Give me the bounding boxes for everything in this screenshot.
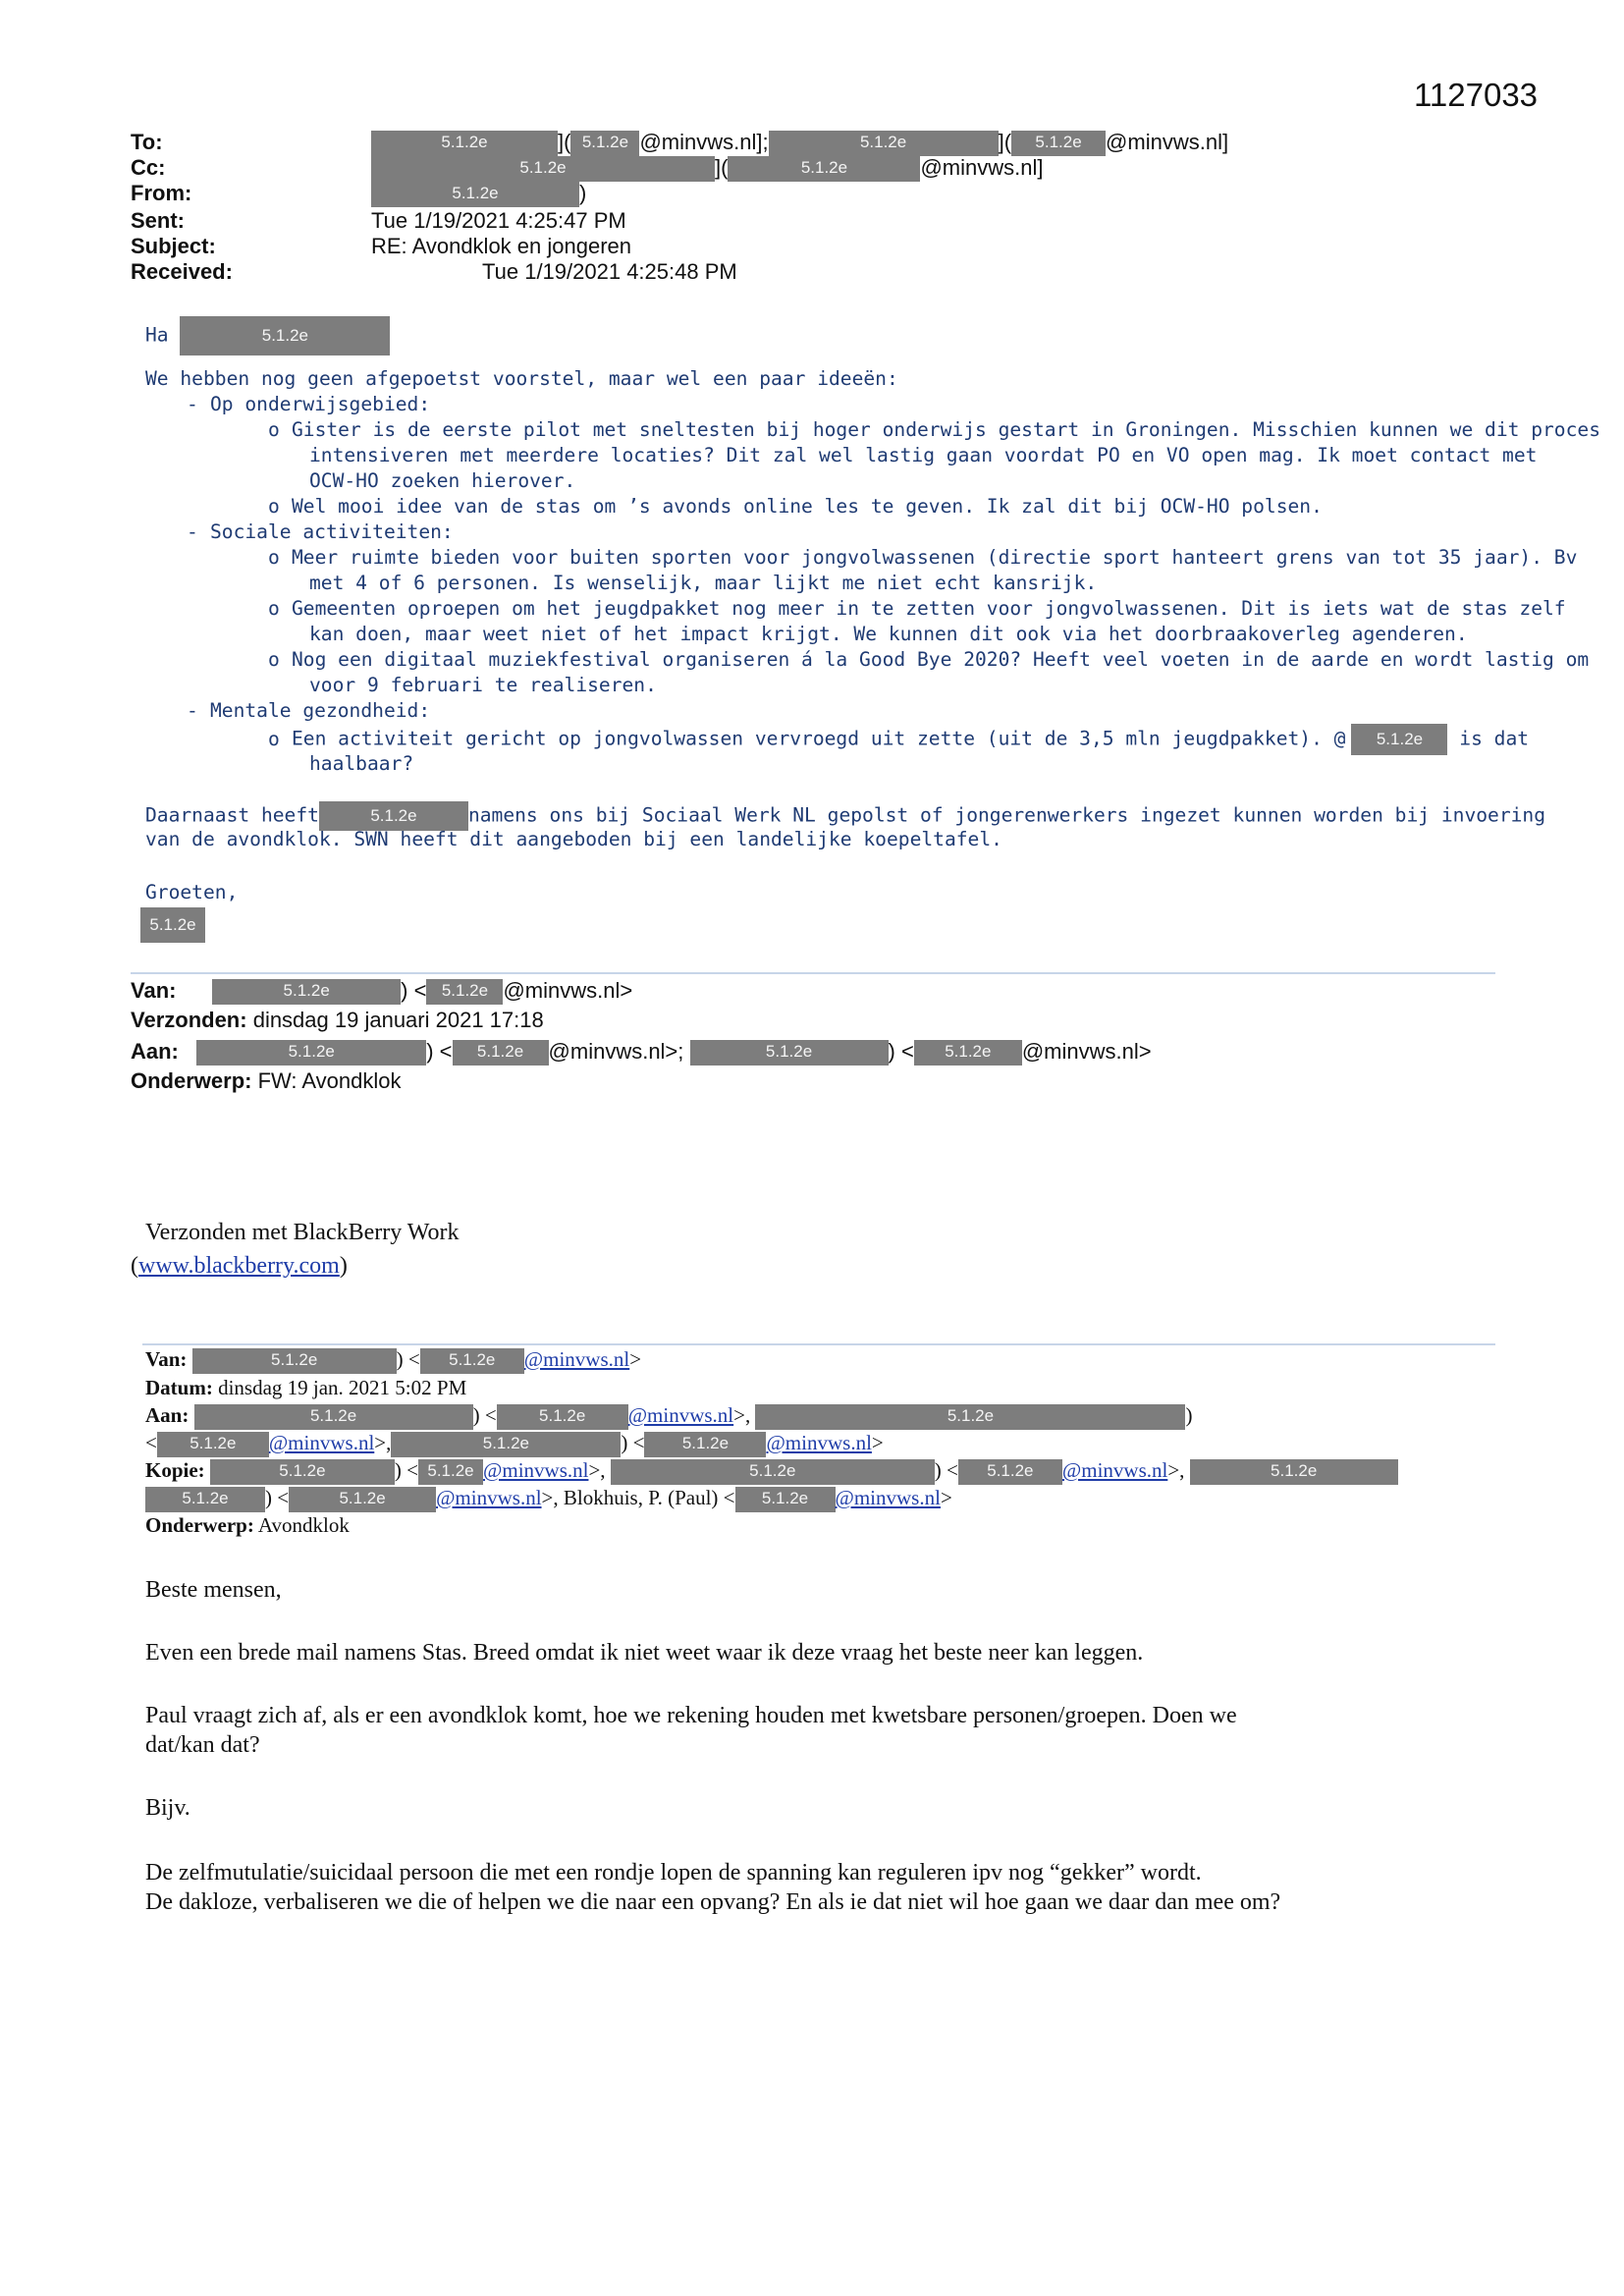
redaction-block: 5.1.2e [371, 182, 579, 207]
email-link[interactable]: @minvws.nl [1061, 1458, 1168, 1482]
redaction-block: 5.1.2e [371, 156, 715, 182]
redaction-block: 5.1.2e [497, 1404, 628, 1430]
list-item: o Meer ruimte bieden voor buiten sporten voor jongvolwassenen (directie sport hanteert grens van tot 35 jaar). Bv [268, 546, 1578, 569]
redaction-block: 5.1.2e [1351, 724, 1447, 755]
email-link[interactable]: @minvws.nl [523, 1347, 630, 1371]
redaction-block: 5.1.2e [1011, 131, 1106, 156]
orig-aan-row-2: < 5.1.2e @minvws.nl>, 5.1.2e ) < 5.1.2e @minvws.nl> [145, 1429, 884, 1457]
blackberry-link-row: (www.blackberry.com) [131, 1253, 348, 1279]
to-sep: ]( [558, 130, 571, 154]
redaction-block: 5.1.2e [914, 1040, 1022, 1066]
redaction-block: 5.1.2e [196, 1040, 426, 1066]
orig-aan-row: Aan: 5.1.2e ) < 5.1.2e @minvws.nl>, 5.1.2e ) [145, 1401, 1192, 1430]
subject-value: RE: Avondklok en jongeren [371, 234, 631, 258]
list-item-cont: kan doen, maar weet niet of het impact krijgt. We kunnen dit ook via het doorbraakoverleg agenderen. [309, 623, 1468, 645]
orig-van-row: Van: 5.1.2e ) < 5.1.2e @minvws.nl> [145, 1345, 641, 1374]
also-line-1: Daarnaast heeft 5.1.2e namens ons bij Sociaal Werk NL gepolst of jongerenwerkers ingezet kunnen worden bij invoering [145, 801, 1545, 831]
list-item-cont: voor 9 februari te realiseren. [309, 674, 657, 696]
blackberry-link[interactable]: www.blackberry.com [138, 1253, 340, 1279]
to-label: To: [131, 130, 163, 154]
redaction-block: 5.1.2e [418, 1459, 483, 1485]
redaction-block: 5.1.2e [371, 131, 558, 156]
to-address: @minvws.nl]; [639, 130, 769, 154]
sent-label: Sent: [131, 208, 185, 233]
separator [131, 972, 1495, 974]
cc-sep: ]( [715, 155, 729, 180]
redaction-block: 5.1.2e [194, 1404, 473, 1430]
header-subject-row [131, 234, 631, 259]
header-received-row [131, 259, 737, 285]
list-item-cont: met 4 of 6 personen. Is wenselijk, maar lijkt me niet echt kansrijk. [309, 572, 1098, 594]
reply-greeting: Ha 5.1.2e [145, 316, 390, 355]
list-item-cont: intensiveren met meerdere locaties? Dit zal wel lastig gaan voordat PO en VO open mag. Ik moet contact met [309, 444, 1538, 466]
redaction-block: 5.1.2e [690, 1040, 889, 1066]
section-title: - Sociale activiteiten: [187, 520, 454, 543]
cc-label: Cc: [131, 155, 166, 180]
cc-address: @minvws.nl] [920, 155, 1044, 180]
list-item-cont: haalbaar? [309, 752, 414, 775]
fw-van-row: Van: 5.1.2e ) < 5.1.2e @minvws.nl> [131, 976, 632, 1006]
body-paragraph-cont: De dakloze, verbaliseren we die of helpen we die naar een opvang? En als ie dat niet wil hoe gaan we daar dan mee om? [145, 1889, 1281, 1915]
redaction-block: 5.1.2e [426, 979, 503, 1005]
email-link[interactable]: @minvws.nl [835, 1486, 941, 1509]
received-value: Tue 1/19/2021 4:25:48 PM [482, 259, 737, 284]
fw-aan-row: Aan: 5.1.2e ) < 5.1.2e @minvws.nl>; 5.1.2e ) < 5.1.2e @minvws.nl> [131, 1037, 1152, 1066]
list-item: o Een activiteit gericht op jongvolwassen vervroegd uit zette (uit de 3,5 mln jeugdpakket). @ 5.1.2e is dat [268, 724, 1529, 755]
redaction-block: 5.1.2e [145, 1487, 265, 1512]
body-paragraph: Bijv. [145, 1795, 190, 1821]
email-link[interactable]: @minvws.nl [436, 1486, 542, 1509]
section-title: - Op onderwijsgebied: [187, 393, 431, 415]
redaction-block: 5.1.2e [210, 1459, 395, 1485]
received-label: Received: [131, 259, 233, 284]
fw-verzonden-row: Verzonden: dinsdag 19 januari 2021 17:18 [131, 1008, 544, 1032]
redaction-block: 5.1.2e [735, 1487, 836, 1512]
redaction-block: 5.1.2e [769, 131, 999, 156]
redaction-block: 5.1.2e [391, 1432, 621, 1457]
email-link[interactable]: @minvws.nl [766, 1431, 872, 1454]
body-salutation: Beste mensen, [145, 1577, 282, 1603]
list-item-cont: OCW-HO zoeken hierover. [309, 469, 576, 492]
orig-onderwerp-row: Onderwerp: Avondklok [145, 1513, 350, 1537]
redaction-block: 5.1.2e [755, 1404, 1185, 1430]
redaction-block: 5.1.2e [157, 1432, 269, 1457]
redaction-block: 5.1.2e [570, 131, 639, 156]
list-item: o Gemeenten oproepen om het jeugdpakket nog meer in te zetten voor jongvolwassenen. Dit is iets wat de stas zelf [268, 597, 1566, 620]
redaction-block: 5.1.2e [289, 1487, 436, 1512]
redaction-block: 5.1.2e [420, 1348, 524, 1374]
closing: Groeten, [145, 881, 239, 903]
to-address: @minvws.nl] [1106, 130, 1229, 154]
blackberry-line: Verzonden met BlackBerry Work [145, 1220, 460, 1245]
redaction-block: 5.1.2e [611, 1459, 935, 1485]
redaction-block: 5.1.2e [319, 801, 468, 831]
body-paragraph: Paul vraagt zich af, als er een avondklok komt, hoe we rekening houden met kwetsbare personen/groepen. Doen we [145, 1703, 1237, 1728]
to-sep: ]( [998, 130, 1012, 154]
document-id: 1127033 [1414, 77, 1539, 113]
header-sent-row [131, 208, 626, 234]
section-title: - Mentale gezondheid: [187, 699, 431, 722]
subject-label: Subject: [131, 234, 216, 258]
also-line-2: van de avondklok. SWN heeft dit aangeboden bij een landelijke koepeltafel. [145, 828, 1002, 850]
reply-intro: We hebben nog geen afgepoetst voorstel, maar wel een paar ideeën: [145, 367, 898, 390]
signature-redaction [140, 907, 205, 943]
orig-kopie-row: Kopie: 5.1.2e ) < 5.1.2e @minvws.nl>, 5.1.2e ) < 5.1.2e @minvws.nl>, 5.1.2e [145, 1456, 1398, 1485]
redaction-block: 5.1.2e [728, 156, 920, 182]
list-item: o Gister is de eerste pilot met sneltesten bij hoger onderwijs gestart in Groningen. Misschien kunnen we dit proces [268, 418, 1600, 441]
orig-kopie-row-2: 5.1.2e ) < 5.1.2e @minvws.nl>, Blokhuis, P. (Paul) < 5.1.2e @minvws.nl> [145, 1484, 952, 1512]
from-label: From: [131, 181, 192, 205]
email-link[interactable]: @minvws.nl [268, 1431, 375, 1454]
redaction-block: 5.1.2e [180, 316, 390, 355]
body-paragraph: Even een brede mail namens Stas. Breed omdat ik niet weet waar ik deze vraag het beste neer kan leggen. [145, 1640, 1144, 1666]
redaction-block: 5.1.2e [140, 907, 205, 943]
list-item: o Wel mooi idee van de stas om ’s avonds online les te geven. Ik zal dit bij OCW-HO polsen. [268, 495, 1323, 518]
header-cc-row [131, 155, 1043, 182]
email-link[interactable]: @minvws.nl [627, 1403, 734, 1427]
header-from-row [131, 181, 586, 207]
redaction-block: 5.1.2e [192, 1348, 397, 1374]
list-item: o Nog een digitaal muziekfestival organiseren á la Good Bye 2020? Heeft veel voeten in de aarde en wordt lastig om [268, 648, 1590, 671]
redaction-block: 5.1.2e [644, 1432, 766, 1457]
redaction-block: 5.1.2e [453, 1040, 549, 1066]
redaction-block: 5.1.2e [212, 979, 401, 1005]
sent-value: Tue 1/19/2021 4:25:47 PM [371, 208, 626, 233]
redaction-block: 5.1.2e [958, 1459, 1062, 1485]
fw-onderwerp-row: Onderwerp: FW: Avondklok [131, 1068, 402, 1093]
email-link[interactable]: @minvws.nl [483, 1458, 589, 1482]
orig-datum-row: Datum: dinsdag 19 jan. 2021 5:02 PM [145, 1376, 467, 1399]
from-sep: ) [579, 181, 587, 205]
body-paragraph: De zelfmutulatie/suicidaal persoon die met een rondje lopen de spanning kan reguleren ipv nog “gekker” wordt. [145, 1860, 1202, 1886]
body-paragraph-cont: dat/kan dat? [145, 1732, 260, 1758]
header-to-row [131, 130, 1228, 156]
redaction-block: 5.1.2e [1190, 1459, 1398, 1485]
